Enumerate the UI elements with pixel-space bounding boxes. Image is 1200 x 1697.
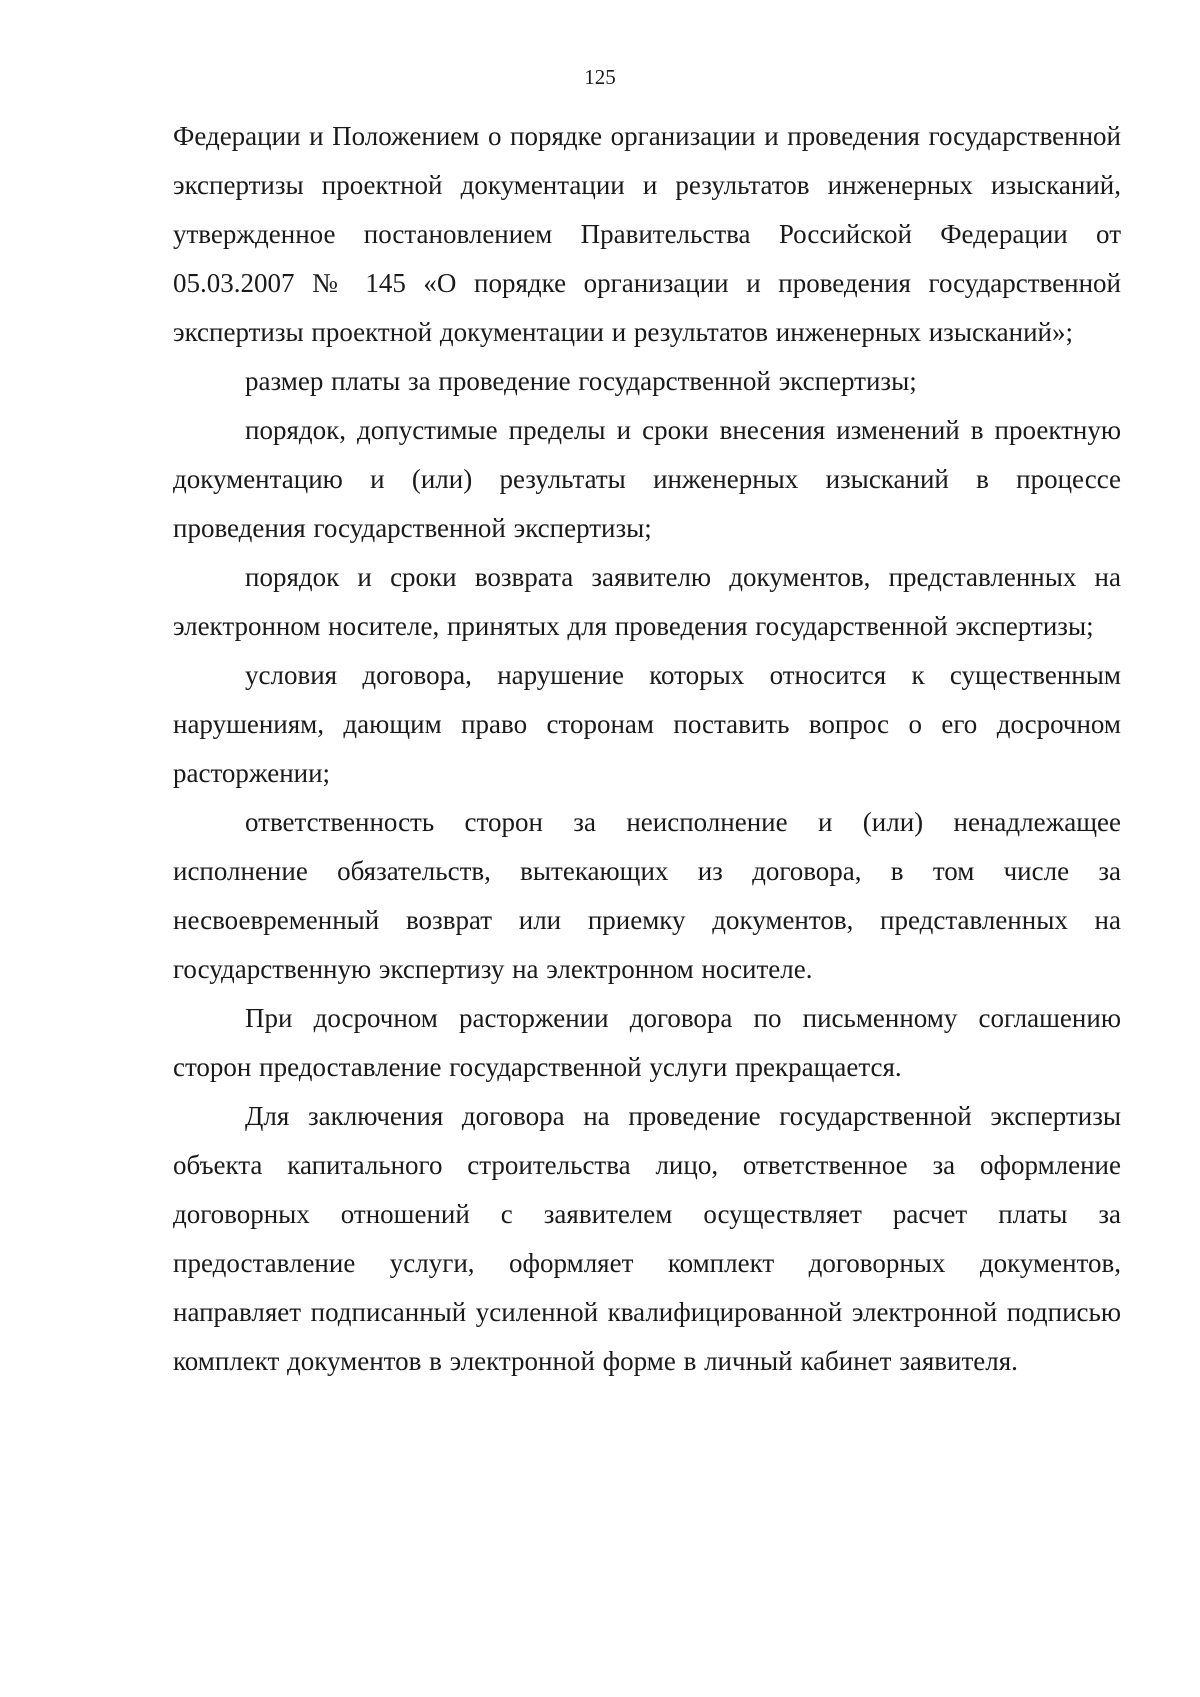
paragraph-document-return: порядок и сроки возврата заявителю документов, представленных на электронном носителе, принятых для проведения государственной экспертизы; [173,562,1121,641]
paragraph-fee-size: размер платы за проведение государственной экспертизы; [245,366,917,396]
page-number: 125 [584,65,616,89]
paragraph-contract-conditions: условия договора, нарушение которых относится к существенным нарушениям, дающим право сторонам поставить вопрос о его досрочном расторжении; [173,660,1121,788]
paragraph-changes-procedure: порядок, допустимые пределы и сроки внесения изменений в проектную документацию и (или) результаты инженерных изысканий в процессе проведения государственной экспертизы; [173,415,1121,543]
paragraph-liability: ответственность сторон за неисполнение и (или) ненадлежащее исполнение обязательств, вытекающих из договора, в том числе за несвоевременный возврат или приемку документов, представленных на государственную экспертизу на электронном носителе. [173,807,1121,984]
paragraph-continuation: Федерации и Положением о порядке организации и проведения государственной экспертизы проектной документации и результатов инженерных изысканий, утвержденное постановлением Правительства Российской Федерации от 05.03.2007 № 145 «О порядке организации и проведения государственной экспертизы проектной документации и результатов инженерных изысканий»; [173,121,1121,347]
paragraph-contract-conclusion: Для заключения договора на проведение государственной экспертизы объекта капитального строительства лицо, ответственное за оформление договорных отношений с заявителем осуществляет расчет платы за предоставление услуги, оформляет комплект договорных документов, направляет подписанный усиленной квалифицированной электронной подписью комплект документов в электронной форме в личный кабинет заявителя. [173,1101,1121,1376]
document-body [173,112,1121,1386]
paragraph-early-termination: При досрочном расторжении договора по письменному соглашению сторон предоставление государственной услуги прекращается. [173,1003,1121,1082]
